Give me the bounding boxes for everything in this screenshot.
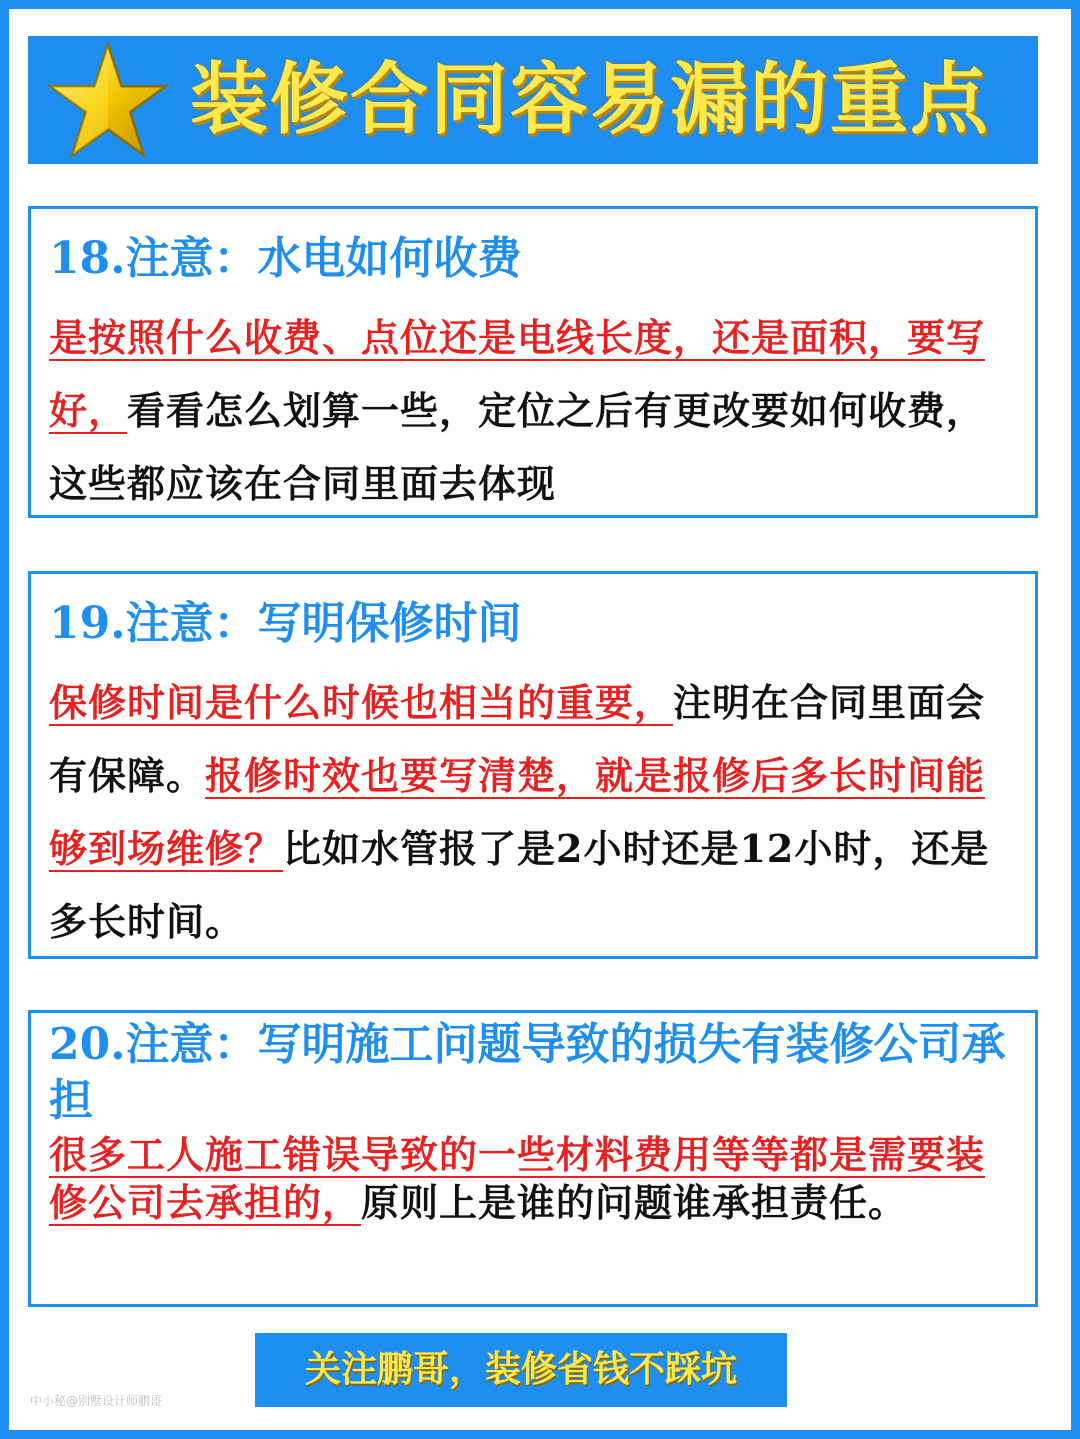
card-body [49, 666, 1005, 958]
card-body [49, 1131, 1005, 1227]
emphasis-text: 很多工人施工错误导致的一些材料费用等等都是需要装修公司去承担的， [49, 1132, 986, 1225]
page-title: 装修合同容易漏的重点 [190, 55, 991, 145]
footer-banner: 关注鹏哥，装修省钱不踩坑 [255, 1333, 787, 1407]
card-body [49, 301, 1005, 520]
body-text: 看看怎么划算一些，定位之后有更改要如何收费，这些都应该在合同里面去体现 [49, 388, 986, 506]
card-title: 20.注意：写明施工问题导致的损失有装修公司承担 [49, 1019, 1006, 1126]
emphasis-text: 报修时效也要写清楚，就是报修后多长时间能够到场维修？ [49, 753, 986, 871]
emphasis-text: 是按照什么收费、点位还是电线长度，还是面积，要写好， [49, 315, 986, 433]
card-title: 19.注意：写明保修时间 [49, 598, 522, 649]
body-text: 原则上是谁的问题谁承担责任。 [361, 1180, 908, 1225]
emphasis-text: 保修时间是什么时候也相当的重要， [49, 680, 674, 725]
tip-card-18 [28, 206, 1038, 518]
tip-card-20 [28, 1010, 1038, 1307]
body-text: 注明在合同里面会有保障。 [49, 680, 986, 798]
card-title: 18.注意：水电如何收费 [49, 233, 522, 284]
watermark: 中小秘@别墅设计师鹏哥 [30, 1394, 163, 1408]
body-text: 比如水管报了是2小时还是12小时，还是多长时间。 [49, 826, 990, 944]
header-banner [28, 36, 1038, 164]
star-icon [46, 42, 170, 160]
tip-card-19 [28, 571, 1038, 959]
